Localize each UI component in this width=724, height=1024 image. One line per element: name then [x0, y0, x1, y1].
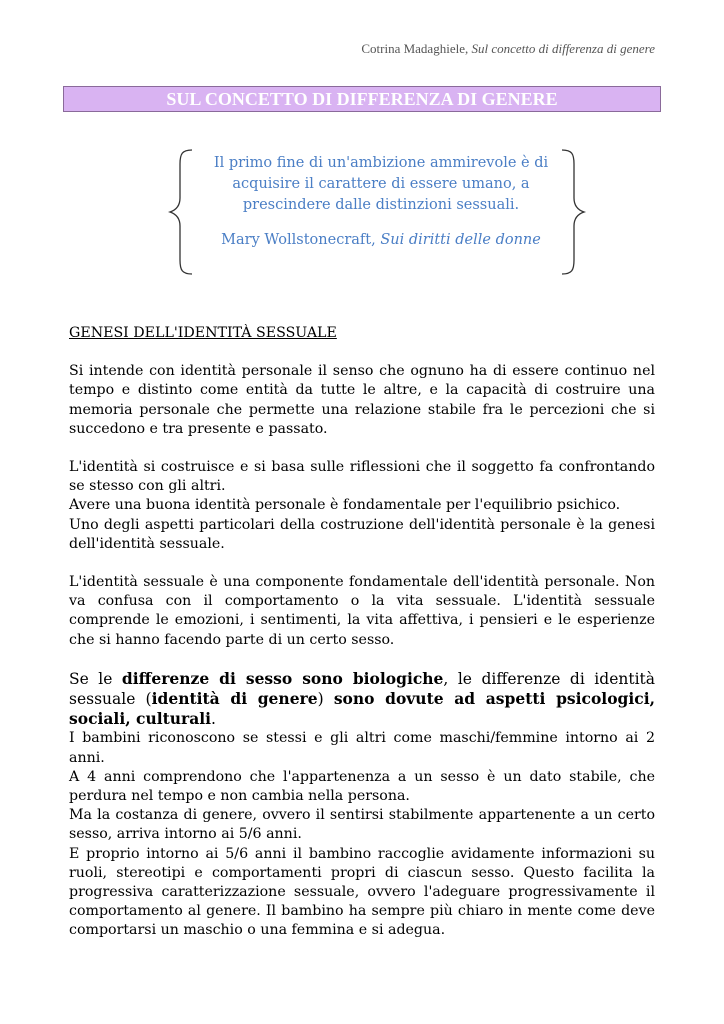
running-header [361, 41, 655, 57]
paragraph: Avere una buona identità personale è fondamentale per l'equilibrio psichico. [69, 497, 621, 514]
paragraph: L'identità si costruisce e si basa sulle riflessioni che il soggetto fa confrontando se stesso con gli altri. [69, 459, 655, 495]
quote-author: Mary Wollstonecraft, [221, 232, 376, 248]
quote-line: prescindere dalle distinzioni sessuali. [242, 197, 520, 213]
section-heading: GENESI DELL'IDENTITÀ SESSUALE [69, 325, 337, 341]
header-author: Cotrina Madaghiele, [361, 41, 469, 56]
quote-line: Il primo fine di un'ambizione ammirevole è di [213, 155, 549, 171]
paragraph: Uno degli aspetti particolari della costruzione dell'identità personale è la genesi dell'identità sessuale. [69, 516, 655, 552]
paragraph-emphasis: Se le differenze di sesso sono biologiche, le differenze di identità sessuale (identità di genere) sono dovute ad aspetti psicologici, sociali, culturali. [69, 668, 656, 729]
quote-attribution [196, 230, 566, 251]
paragraph: Si intende con identità personale il senso che ognuno ha di essere continuo nel tempo e distinto come entità da tutte le altre, e la capacità di costruire una memoria personale che permette una relazione stabile fra le percezioni che si succedono e tra presente e passato. [69, 363, 655, 437]
epigraph-quote [196, 153, 566, 251]
paragraph: I bambini riconoscono se stessi e gli altri come maschi/femmine intorno ai 2 anni. [69, 730, 655, 766]
page-title: SUL CONCETTO DI DIFFERENZA DI GENERE [63, 86, 661, 112]
paragraph: L'identità sessuale è una componente fondamentale dell'identità personale. Non va confusa con il comportamento o la vita sessuale. L'identità sessuale comprende le emozioni, i sentimenti, la vita affettiva, i pensieri e le esperienze che si hanno facendo parte di un certo sesso. [69, 574, 655, 648]
header-work: Sul concetto di differenza di genere [471, 41, 655, 56]
paragraph: E proprio intorno ai 5/6 anni il bambino raccoglie avidamente informazioni su ruoli, stereotipi e comportamenti propri di ciascun sesso. Questo facilita la progressiva caratterizzazione sessuale, ovvero l'adeguare progressivamente il comportamento al genere. Il bambino ha sempre più chiaro in mente come deve comportarsi un maschio o una femmina e si adegua. [69, 845, 655, 939]
quote-work: Sui diritti delle donne [380, 232, 541, 248]
quote-line: acquisire il carattere di essere umano, a [232, 176, 530, 192]
paragraph: A 4 anni comprendono che l'appartenenza a un sesso è un dato stabile, che perdura nel tempo e non cambia nella persona. [69, 768, 655, 805]
document-body [69, 324, 655, 941]
paragraph: Ma la costanza di genere, ovvero il sentirsi stabilmente appartenente a un certo sesso, arriva intorno ai 5/6 anni. [69, 807, 655, 843]
